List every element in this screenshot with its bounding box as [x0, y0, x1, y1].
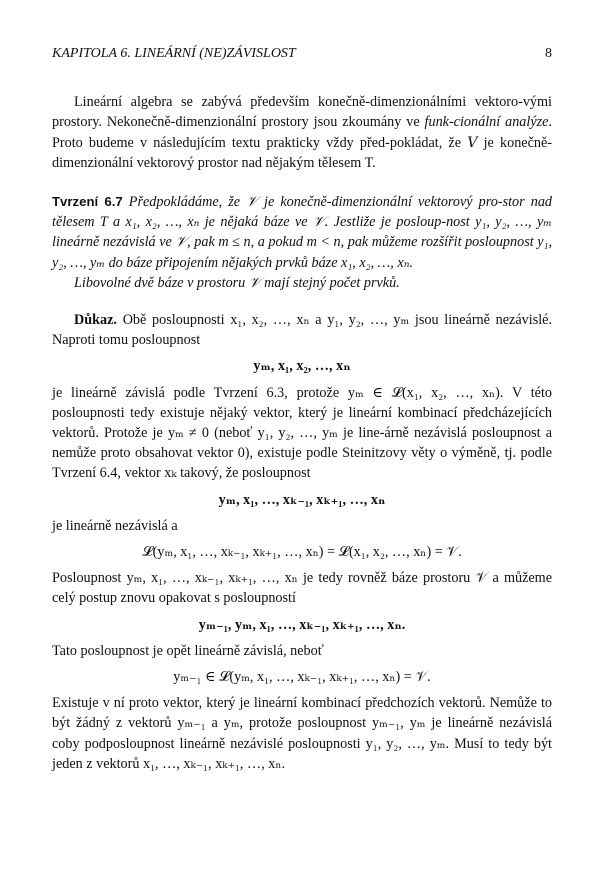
proof-paragraph-5: Tato posloupnost je opět lineárně závislá, neboť [52, 642, 324, 659]
proof-paragraph-3: je lineárně nezávislá a [52, 517, 178, 534]
display-equation-4: yₘ₋₁, yₘ, x₁, …, xₖ₋₁, xₖ₊₁, …, xₙ. [198, 616, 406, 633]
proof-paragraph-1: Důkaz. Obě posloupnosti x₁, x₂, …, xₙ a y₁, y₂, …, yₘ jsou lineárně nezávislé. Naproti tomu posloupnost [52, 312, 552, 349]
proof-paragraph-2: je lineárně závislá podle Tvrzení 6.3, protože yₘ ∈ 𝓛(x₁, x₂, …, xₙ). V této posloupnosti tedy existuje nějaký vektor, který je lineární kombinací předcházejících vektorů. Protože je yₘ ≠ 0 (neboť y₁, y₂, …, yₘ je line-árně nezávislá posloupnost a nemůže proto obsahovat vektor 0), existuje podle Steinitzovy věty o výměně, tj. podle Tvrzení 6.4, vektor xₖ takový, že posloupnost [52, 384, 552, 482]
display-equation-2: yₘ, x₁, …, xₖ₋₁, xₖ₊₁, …, xₙ [218, 491, 386, 508]
theorem-6-7 [52, 192, 552, 273]
intro-paragraph: Lineární algebra se zabývá především konečně-dimenzionálními vektoro-vými prostory. Nekonečně-dimenzionální prostory jsou zkoumány ve funk-cionální analýze. Proto budeme v následujícím textu prakticky vždy před-pokládat, že V je konečně-dimenzionální vektorový prostor nad nějakým tělesem T. [52, 94, 552, 171]
proof-paragraph-4: Posloupnost yₘ, x₁, …, xₖ₋₁, xₖ₊₁, …, xₙ je tedy rovněž báze prostoru 𝒱 a můžeme celý postup znovu opakovat s posloupností [52, 570, 552, 607]
theorem-label: Tvrzení 6.7 [52, 194, 123, 210]
theorem-statement: Předpokládáme, že 𝒱 je konečně-dimenzionální vektorový pro-stor nad tělesem T a x₁, x₂, …, xₙ je nějaká báze ve 𝒱. Jestliže je posloup-nost y₁, y₂, …, yₘ lineárně nezávislá ve 𝒱, pak m ≤ n, a pokud m < n, pak můžeme rozšířit posloupnost y₁, y₂, …, yₘ do báze připojením nějakých prvků báze x₁, x₂, …, xₙ. [52, 194, 553, 271]
running-header [52, 44, 552, 64]
proof-paragraph-6: Existuje v ní proto vektor, který je lineární kombinací předchozích vektorů. Nemůže to být žádný z vektorů yₘ₋₁ a yₘ, protože posloupnost yₘ₋₁, yₘ je lineárně nezávislá coby podposloupnost lineárně nezávislé posloupnosti y₁, y₂, …, yₘ. Musí to tedy být jeden z vektorů x₁, …, xₖ₋₁, xₖ₊₁, …, xₙ. [52, 695, 552, 772]
theorem-second-statement: Libovolné dvě báze v prostoru 𝒱 mají stejný počet prvků. [74, 274, 400, 291]
display-equation-3: 𝓛(yₘ, x₁, …, xₖ₋₁, xₖ₊₁, …, xₙ) = 𝓛(x₁, x₂, …, xₙ) = 𝒱. [142, 544, 462, 561]
page-number: 8 [545, 46, 552, 61]
display-equation-1: yₘ, x₁, x₂, …, xₙ [253, 358, 351, 375]
document-page [52, 44, 552, 774]
chapter-title: KAPITOLA 6. LINEÁRNÍ (NE)ZÁVISLOST [52, 46, 296, 61]
display-equation-5: yₘ₋₁ ∈ 𝓛(yₘ, x₁, …, xₖ₋₁, xₖ₊₁, …, xₙ) = 𝒱. [173, 669, 431, 686]
proof-label: Důkaz. [74, 312, 117, 329]
